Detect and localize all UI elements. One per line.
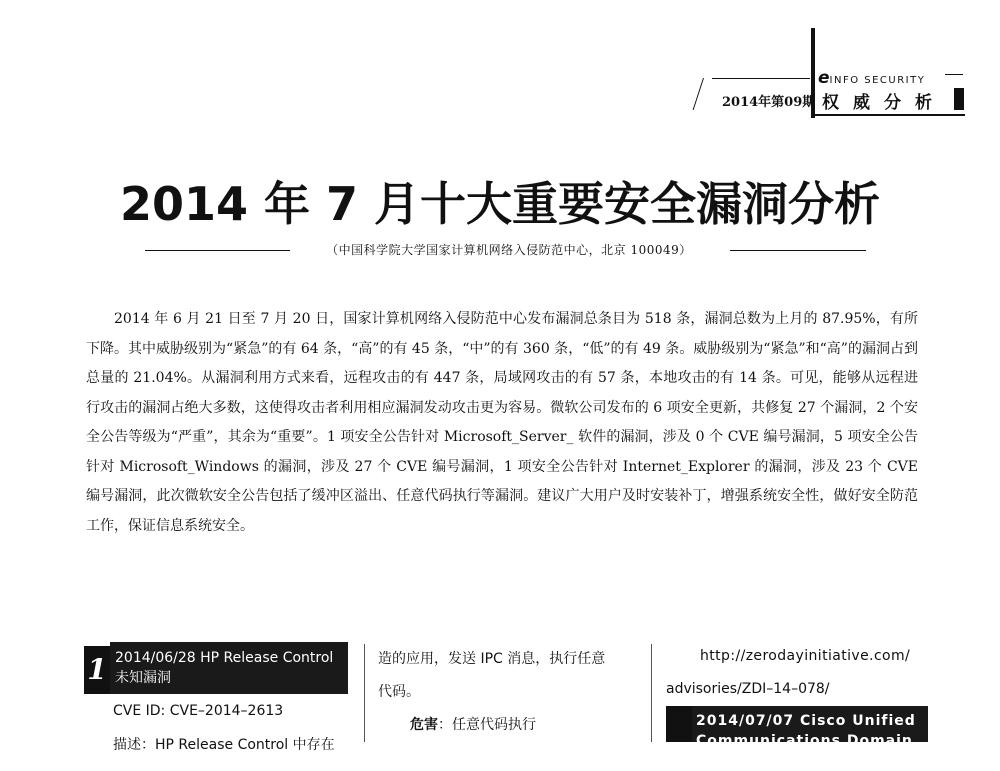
item-cve-id: CVE ID: CVE–2014–2613 [113, 703, 284, 719]
item-heading-line2: 未知漏洞 [115, 670, 171, 686]
item-heading [110, 642, 348, 694]
risk-line [410, 714, 536, 734]
item-number-badge: 1 [84, 646, 110, 694]
page-title: 2014 年 7 月十大重要安全漏洞分析 [119, 177, 881, 231]
section-block [954, 88, 964, 110]
column-divider [651, 644, 652, 742]
section-label: 权威分析 [822, 93, 946, 113]
brand-logo [818, 68, 925, 88]
issue-label: 2014年第09期 [722, 95, 816, 110]
header-thin-rule [712, 78, 810, 79]
risk-value: ：任意代码执行 [438, 717, 536, 733]
brand-letter: e [818, 68, 830, 88]
item-heading-line1: 2014/06/28 HP Release Control [115, 650, 334, 666]
intro-paragraph: 2014 年 6 月 21 日至 7 月 20 日，国家计算机网络入侵防范中心发布漏洞总条目为 518 条，漏洞总数为上月的 87.95%，有所下降。其中威胁级别为“紧急”的有 64 条，“高”的有 45 条，“中”的有 360 条，“低”的有 49 条。威胁级别为“紧急”和“高”的漏洞占到总量的 21.04%。从漏洞利用方式来看，远程攻击的有 447 条，局域网攻击的有 57 条，本地攻击的有 14 条。可见，能够从远程进行攻击的漏洞占绝大多数，这使得攻击者利用相应漏洞发动攻击更为容易。微软公司发布的 6 项安全更新，共修复 27 个漏洞，2 个安全公告等级为“严重”，其余为“重要”。1 项安全公告针对 Microsoft_Server_ 软件的漏洞，涉及 0 个 CVE 编号漏洞，5 项安全公告针对 Microsoft_Windows 的漏洞，涉及 27 个 CVE 编号漏洞，1 项安全公告针对 Internet_Explorer 的漏洞，涉及 23 个 CVE 编号漏洞，此次微软安全公告包括了缓冲区溢出、任意代码执行等漏洞。建议广大用户及时安装补丁，增强系统安全性，做好安全防范工作，保证信息系统安全。 [86, 311, 918, 534]
item-number-badge [666, 706, 692, 742]
affiliation-rule-left [145, 250, 290, 251]
column-divider [364, 644, 365, 742]
reference-url: advisories/ZDI–14–078/ [666, 681, 830, 697]
item-heading: 2014/07/07 Cisco Unified Communications Domain Manager [692, 706, 928, 742]
risk-label: 危害 [410, 717, 438, 733]
header-underline [811, 114, 965, 116]
affiliation: （中国科学院大学国家计算机网络入侵防范中心，北京 100049） [326, 243, 692, 257]
item-description: 描述：HP Release Control 中存在 [113, 737, 335, 753]
reference-url: http://zerodayinitiative.com/ [700, 648, 911, 664]
header-slash-rule [693, 78, 704, 110]
col2-text-line: 造的应用，发送 IPC 消息，执行任意 [378, 651, 606, 667]
col2-text-line: 代码。 [378, 684, 420, 700]
brand-text: INFO SECURITY [829, 75, 926, 86]
affiliation-rule-right [730, 250, 866, 251]
brand-rule [945, 74, 963, 75]
